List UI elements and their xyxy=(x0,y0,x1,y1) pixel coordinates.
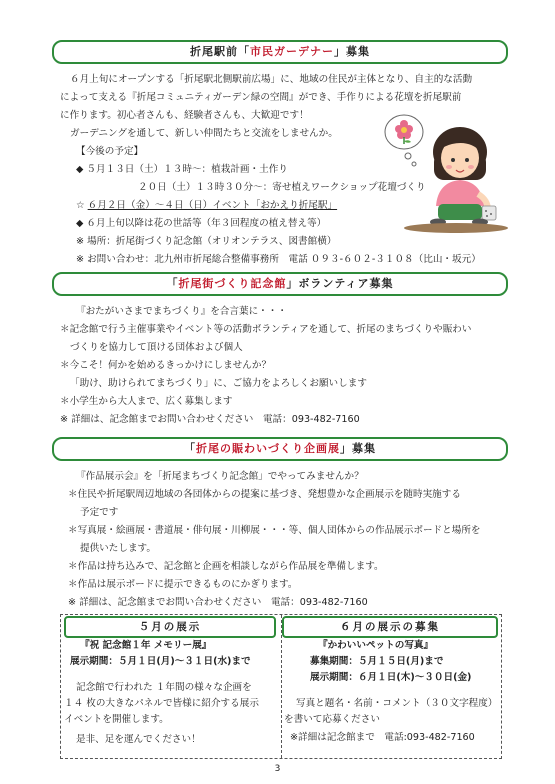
may-description: 記念館で行われた １年間の様々な企画を xyxy=(76,682,252,693)
paragraph-line: づくりを協力して頂ける団体および個人 xyxy=(70,342,243,353)
paragraph-line: ＊作品は展示ボードに提示できるものにかぎります。 xyxy=(68,579,298,590)
june-contact: ※詳細は記念館まで 電話:093-482-7160 xyxy=(290,732,475,743)
header-text: 折尾駅前「 xyxy=(190,45,250,58)
contact-info: ※ 詳細は、記念館までお問い合わせください 電話：093-482-7160 xyxy=(68,597,368,608)
paragraph-line: ガーデニングを通して、新しい仲間たちと交流をしませんか。 xyxy=(70,128,338,139)
page-number: 3 xyxy=(274,764,281,774)
paragraph-line: ＊小学生から大人まで、広く募集します xyxy=(60,396,233,407)
header-text: 「 xyxy=(184,442,196,455)
paragraph-line: ６月上旬にオープンする「折尾駅北側駅前広場」に、地域の住民が主体となり、自主的な活動 xyxy=(70,74,473,85)
header-text: 」募集 xyxy=(340,442,376,455)
schedule-label: 【今後の予定】 xyxy=(76,146,144,157)
gardener-illustration xyxy=(378,110,508,235)
may-description: イベントを開催します。 xyxy=(64,714,169,725)
schedule-item: ◆ ５月１３日（土）１３時〜：植栽計画・土作り xyxy=(76,164,288,175)
header-accent: 折尾の賑わいづくり企画展 xyxy=(196,442,340,455)
paragraph-line: ＊写真展・絵画展・書道展・俳句展・川柳展・・・等、個人団体からの作品展示ボードと場所を xyxy=(68,525,481,536)
paragraph-line: ＊住民や折尾駅周辺地域の各団体からの提案に基づき、発想豊かな企画展示を随時実施する xyxy=(68,489,461,500)
event-text: ６月２日（金）〜４日（日）イベント「おかえり折尾駅」 xyxy=(87,200,338,211)
paragraph-line: に作ります。初心者さんも、経験者さんも、大歓迎です！ xyxy=(60,110,309,121)
june-recruit-period: 募集期間：５月１５日(月)まで xyxy=(310,656,444,667)
paragraph-line: 提供いたします。 xyxy=(80,543,156,554)
contact-info: ※ お問い合わせ：北九州市折尾総合整備事務所 電話 ０９３-６０２-３１０８（比山・坂元） xyxy=(76,254,481,265)
june-description: を書いて応募ください xyxy=(284,714,380,725)
june-exhibit-header: ６月の展示の募集 xyxy=(282,616,498,638)
may-exhibit-period: 展示期間：５月１日(月)〜３１日(水)まで xyxy=(70,656,251,667)
contact-info: ※ 詳細は、記念館までお問い合わせください 電話：093-482-7160 xyxy=(60,414,360,425)
paragraph-line: 予定です xyxy=(80,507,119,518)
paragraph-line: ＊今こそ！何かを始めるきっかけにしませんか？ xyxy=(60,360,272,371)
june-exhibit-period: 展示期間：６月１日(木)〜３０日(金) xyxy=(310,672,472,683)
header-accent: 折尾街づくり記念館 xyxy=(178,277,287,290)
may-description: 是非、足を運んでください！ xyxy=(76,734,201,745)
section-header-exhibition xyxy=(52,437,508,461)
header-text: 」募集 xyxy=(334,45,370,58)
schedule-item: ２０日（土）１３時３０分〜：寄せ植えワークショップ花壇づくり xyxy=(138,182,426,193)
header-accent: 市民ガーデナー xyxy=(250,45,334,58)
may-exhibit-header: ５月の展示 xyxy=(64,616,276,638)
paragraph-line: 『作品展示会』を「折尾まちづくり記念館」でやってみませんか？ xyxy=(76,471,364,482)
paragraph-line: 「助け、助けられてまちづくり」に、ご協力をよろしくお願いします xyxy=(70,378,367,389)
paragraph-line: によって支える『折尾コミュニティガーデン緑の空間』ができ、手作りによる花壇を折尾駅前 xyxy=(60,92,462,103)
may-description: １４ 枚の大きなパネルで皆様に紹介する展示 xyxy=(64,698,259,709)
place-info: ※ 場所：折尾街づくり記念館（オリオンテラス、図書館横） xyxy=(76,236,337,247)
star-bullet: ☆ xyxy=(76,200,88,211)
header-text: 「 xyxy=(166,277,179,290)
june-description: 写真と題名・名前・コメント（３０文字程度） xyxy=(296,698,498,709)
paragraph-line: ＊記念館で行う主催事業やイベント等の活動ボランティアを通して、折尾のまちづくりや賑わい xyxy=(60,324,472,335)
schedule-item: ◆ ６月上旬以降は花の世話等（年３回程度の植え替え等） xyxy=(76,218,327,229)
paragraph-line: ＊作品は持ち込みで、記念館と企画を相談しながら作品展を準備します。 xyxy=(68,561,384,572)
section-header-volunteer xyxy=(52,272,508,296)
section-header-gardener xyxy=(52,40,508,64)
may-exhibit-name: 『祝 記念館１年 メモリー展』 xyxy=(80,640,212,651)
header-text: 」ボランティア募集 xyxy=(286,277,394,290)
schedule-item-event xyxy=(76,200,337,212)
june-exhibit-name: 『かわいいペットの写真』 xyxy=(318,640,434,651)
paragraph-line: 『おたがいさまでまちづくり』を合言葉に・・・ xyxy=(76,306,287,317)
